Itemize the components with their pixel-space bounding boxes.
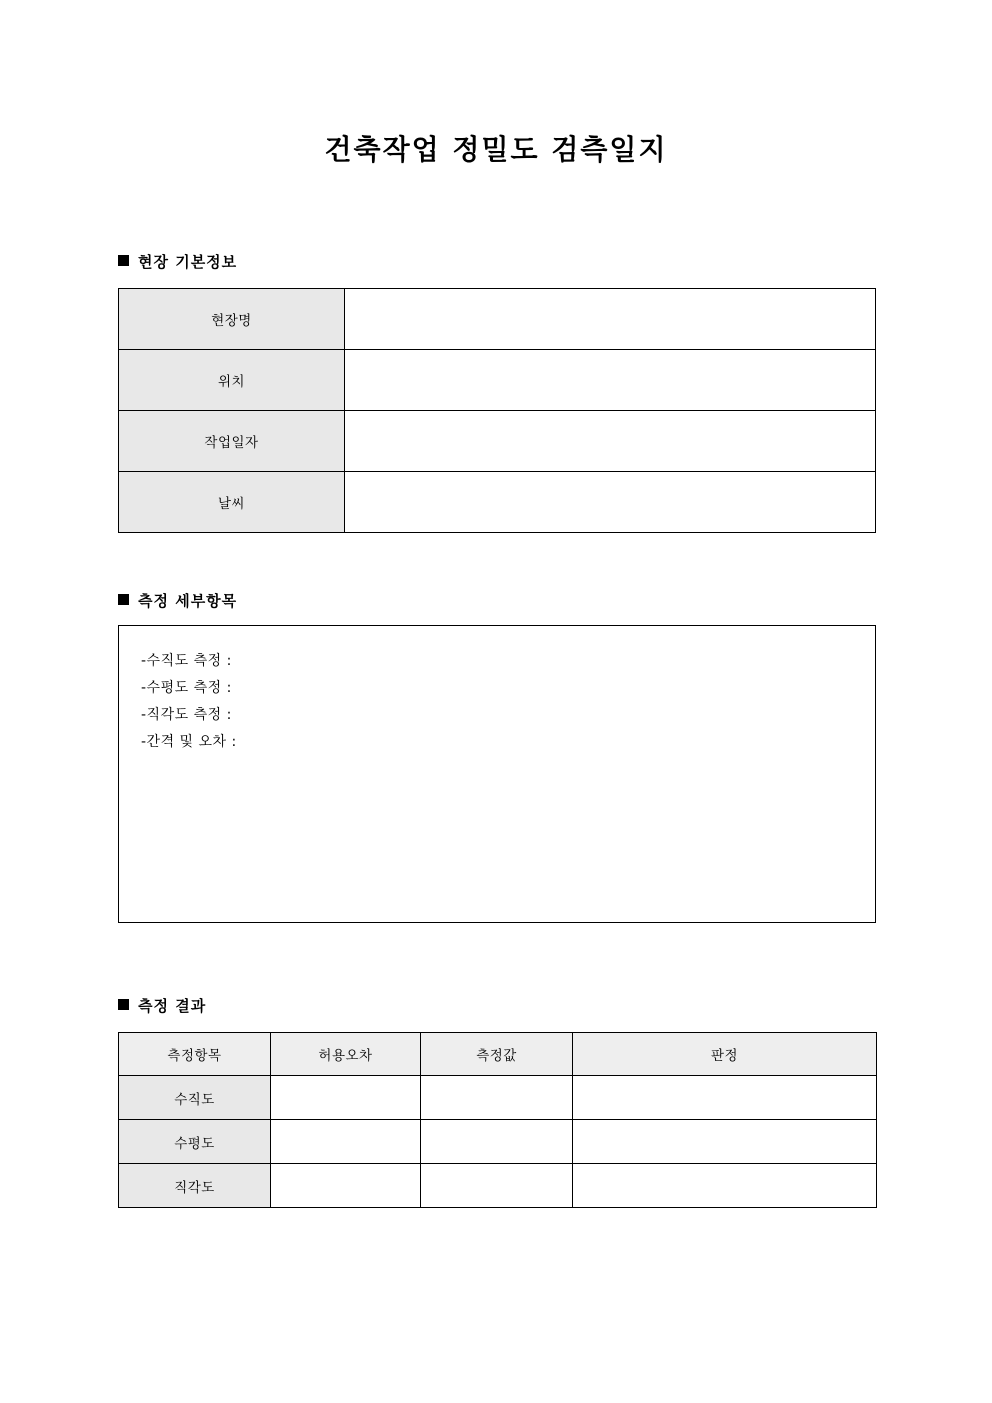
table-row <box>119 289 876 350</box>
table-row <box>119 472 876 533</box>
result-tolerance-verticality[interactable] <box>271 1076 421 1120</box>
list-item[interactable]: -수평도 측정 : <box>141 680 232 696</box>
basic-info-label-site-name: 현장명 <box>119 289 345 350</box>
result-judgement-squareness[interactable] <box>573 1164 877 1208</box>
list-item[interactable]: -간격 및 오차 : <box>141 734 237 750</box>
basic-info-value-location[interactable] <box>345 350 876 411</box>
page-title: 건축작업 정밀도 검측일지 <box>324 133 668 166</box>
basic-info-value-work-date[interactable] <box>345 411 876 472</box>
result-tolerance-squareness[interactable] <box>271 1164 421 1208</box>
section-heading-basic-info <box>118 251 237 272</box>
column-header-item: 측정항목 <box>119 1033 271 1076</box>
basic-info-value-site-name[interactable] <box>345 289 876 350</box>
measurement-details-list <box>119 626 875 756</box>
section-heading-measurement-results-label: 측정 결과 <box>138 997 207 1015</box>
result-item-levelness: 수평도 <box>119 1120 271 1164</box>
square-bullet-icon <box>118 999 129 1010</box>
measurement-details-box[interactable] <box>118 625 876 923</box>
basic-info-table <box>118 288 876 533</box>
table-row <box>119 1164 877 1208</box>
table-row <box>119 1076 877 1120</box>
square-bullet-icon <box>118 594 129 605</box>
column-header-measured-value: 측정값 <box>421 1033 573 1076</box>
result-judgement-levelness[interactable] <box>573 1120 877 1164</box>
result-judgement-verticality[interactable] <box>573 1076 877 1120</box>
result-measured-verticality[interactable] <box>421 1076 573 1120</box>
section-heading-measurement-details-label: 측정 세부항목 <box>138 592 238 610</box>
table-row <box>119 350 876 411</box>
basic-info-label-weather: 날씨 <box>119 472 345 533</box>
measurement-results-table <box>118 1032 877 1208</box>
result-tolerance-levelness[interactable] <box>271 1120 421 1164</box>
column-header-tolerance: 허용오차 <box>271 1033 421 1076</box>
section-heading-measurement-results <box>118 995 206 1016</box>
table-header-row <box>119 1033 877 1076</box>
table-row <box>119 411 876 472</box>
square-bullet-icon <box>118 255 129 266</box>
list-item[interactable]: -직각도 측정 : <box>141 707 232 723</box>
basic-info-value-weather[interactable] <box>345 472 876 533</box>
table-row <box>119 1120 877 1164</box>
result-measured-levelness[interactable] <box>421 1120 573 1164</box>
list-item[interactable]: -수직도 측정 : <box>141 653 232 669</box>
column-header-judgement: 판정 <box>573 1033 877 1076</box>
basic-info-label-location: 위치 <box>119 350 345 411</box>
basic-info-label-work-date: 작업일자 <box>119 411 345 472</box>
result-item-squareness: 직각도 <box>119 1164 271 1208</box>
section-heading-basic-info-label: 현장 기본정보 <box>138 253 238 271</box>
result-measured-squareness[interactable] <box>421 1164 573 1208</box>
section-heading-measurement-details <box>118 590 237 611</box>
result-item-verticality: 수직도 <box>119 1076 271 1120</box>
